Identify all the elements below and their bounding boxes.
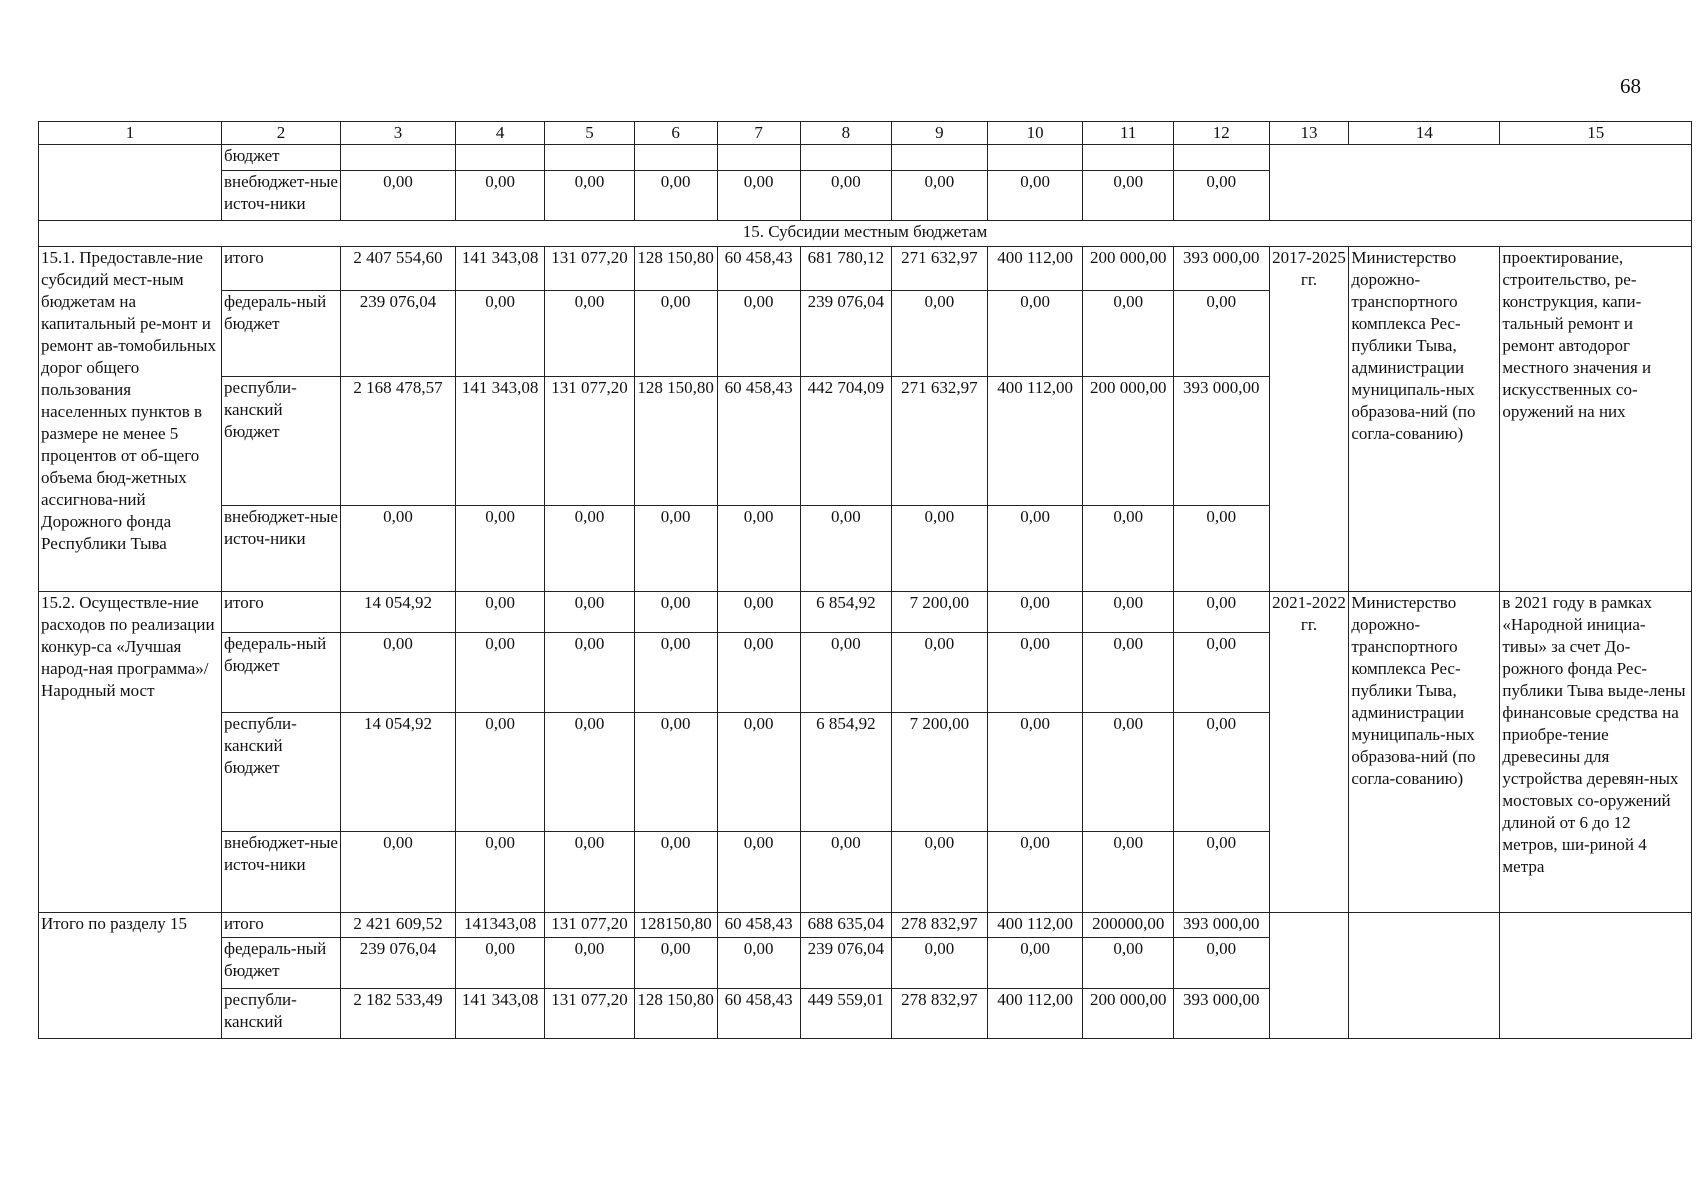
value-cell: 0,00 <box>717 713 800 832</box>
value-cell: 0,00 <box>455 713 544 832</box>
value-cell: 0,00 <box>800 832 891 912</box>
funding-source-cell: республи-канский <box>221 988 340 1038</box>
table-cell <box>987 145 1083 171</box>
value-cell: 0,00 <box>717 290 800 376</box>
executor-cell: Министерство дорожно-транспортного комплекса Рес-публики Тыва, администрации муниципаль-ных образова-ний (по согла-сованию) <box>1349 246 1500 591</box>
value-cell: 0,00 <box>545 591 634 632</box>
value-cell: 0,00 <box>987 713 1083 832</box>
header-cell: 6 <box>634 122 717 145</box>
value-cell: 278 832,97 <box>892 912 988 938</box>
value-cell: 0,00 <box>341 632 456 712</box>
funding-source-cell: республи-канский бюджет <box>221 713 340 832</box>
value-cell: 0,00 <box>455 832 544 912</box>
table-cell <box>545 145 634 171</box>
value-cell: 60 458,43 <box>717 912 800 938</box>
value-cell: 131 077,20 <box>545 988 634 1038</box>
table-row <box>39 591 1692 632</box>
value-cell: 239 076,04 <box>341 290 456 376</box>
table-cell <box>634 145 717 171</box>
value-cell: 393 000,00 <box>1173 912 1269 938</box>
value-cell: 200 000,00 <box>1083 246 1173 290</box>
value-cell: 0,00 <box>545 505 634 591</box>
value-cell: 141343,08 <box>455 912 544 938</box>
value-cell: 0,00 <box>1083 591 1173 632</box>
value-cell: 0,00 <box>1083 713 1173 832</box>
header-cell: 8 <box>800 122 891 145</box>
value-cell: 0,00 <box>892 170 988 220</box>
value-cell: 0,00 <box>717 505 800 591</box>
measure-name-cell: 15.1. Предоставле-ние субсидий мест-ным бюджетам на капитальный ре-монт и ремонт ав-томобильных дорог общего пользования населенных пунктов в размере не менее 5 процентов от об-щего объема бюд-жетных ассигнова-ний Дорожного фонда Республики Тыва <box>39 246 222 591</box>
value-cell: 442 704,09 <box>800 377 891 506</box>
value-cell: 0,00 <box>1173 591 1269 632</box>
value-cell: 271 632,97 <box>892 246 988 290</box>
value-cell: 239 076,04 <box>800 938 891 988</box>
value-cell: 0,00 <box>455 591 544 632</box>
value-cell: 200000,00 <box>1083 912 1173 938</box>
value-cell: 400 112,00 <box>987 912 1083 938</box>
value-cell: 60 458,43 <box>717 988 800 1038</box>
value-cell: 393 000,00 <box>1173 246 1269 290</box>
value-cell: 0,00 <box>341 170 456 220</box>
value-cell: 0,00 <box>892 832 988 912</box>
value-cell: 0,00 <box>545 713 634 832</box>
value-cell: 2 421 609,52 <box>341 912 456 938</box>
total-row <box>39 912 1692 938</box>
table-cell <box>1269 145 1691 221</box>
value-cell: 278 832,97 <box>892 988 988 1038</box>
value-cell: 131 077,20 <box>545 912 634 938</box>
value-cell: 0,00 <box>634 290 717 376</box>
header-cell: 2 <box>221 122 340 145</box>
table-cell <box>1083 145 1173 171</box>
value-cell: 0,00 <box>987 290 1083 376</box>
header-row <box>39 122 1692 145</box>
value-cell: 0,00 <box>634 632 717 712</box>
value-cell: 0,00 <box>987 505 1083 591</box>
funding-source-cell: бюджет <box>221 145 340 171</box>
value-cell: 0,00 <box>987 170 1083 220</box>
header-cell: 9 <box>892 122 988 145</box>
value-cell: 0,00 <box>1083 938 1173 988</box>
table-cell <box>800 145 891 171</box>
value-cell: 128150,80 <box>634 912 717 938</box>
result-cell: в 2021 году в рамках «Народной инициа-тивы» за счет До-рожного фонда Рес-публики Тыва выде-лены финансовые средства на приобре-тение древесины для устройства деревян-ных мостовых со-оружений длиной от 6 до 12 метров, ши-риной 4 метра <box>1500 591 1692 912</box>
value-cell: 0,00 <box>717 591 800 632</box>
value-cell: 449 559,01 <box>800 988 891 1038</box>
value-cell: 0,00 <box>455 170 544 220</box>
value-cell: 0,00 <box>892 290 988 376</box>
table-cell <box>717 145 800 171</box>
value-cell: 0,00 <box>987 632 1083 712</box>
funding-source-cell: итого <box>221 246 340 290</box>
value-cell: 14 054,92 <box>341 713 456 832</box>
funding-source-cell: итого <box>221 912 340 938</box>
value-cell: 0,00 <box>717 938 800 988</box>
value-cell: 0,00 <box>800 170 891 220</box>
table-cell <box>892 145 988 171</box>
executor-cell: Министерство дорожно-транспортного комплекса Рес-публики Тыва, администрации муниципаль-ных образова-ний (по согла-сованию) <box>1349 591 1500 912</box>
table-cell <box>1500 912 1692 1038</box>
value-cell: 0,00 <box>1173 290 1269 376</box>
value-cell: 0,00 <box>545 832 634 912</box>
value-cell: 131 077,20 <box>545 377 634 506</box>
value-cell: 0,00 <box>717 632 800 712</box>
value-cell: 400 112,00 <box>987 988 1083 1038</box>
value-cell: 0,00 <box>800 505 891 591</box>
value-cell: 141 343,08 <box>455 988 544 1038</box>
value-cell: 0,00 <box>634 170 717 220</box>
table-cell <box>1269 912 1349 1038</box>
value-cell: 0,00 <box>1173 505 1269 591</box>
value-cell: 0,00 <box>717 832 800 912</box>
value-cell: 239 076,04 <box>800 290 891 376</box>
value-cell: 400 112,00 <box>987 246 1083 290</box>
period-cell: 2021-2022 гг. <box>1269 591 1349 912</box>
value-cell: 141 343,08 <box>455 377 544 506</box>
header-cell: 12 <box>1173 122 1269 145</box>
value-cell: 0,00 <box>1173 938 1269 988</box>
value-cell: 688 635,04 <box>800 912 891 938</box>
value-cell: 60 458,43 <box>717 246 800 290</box>
table-cell <box>39 145 222 221</box>
header-cell: 1 <box>39 122 222 145</box>
budget-table <box>38 121 1692 1039</box>
funding-source-cell: федераль-ный бюджет <box>221 938 340 988</box>
value-cell: 400 112,00 <box>987 377 1083 506</box>
value-cell: 0,00 <box>1173 713 1269 832</box>
value-cell: 393 000,00 <box>1173 988 1269 1038</box>
funding-source-cell: внебюджет-ные источ-ники <box>221 505 340 591</box>
value-cell: 0,00 <box>545 632 634 712</box>
value-cell: 131 077,20 <box>545 246 634 290</box>
value-cell: 2 182 533,49 <box>341 988 456 1038</box>
value-cell: 0,00 <box>1173 170 1269 220</box>
result-cell: проектирование, строительство, ре-конструкция, капи-тальный ремонт и ремонт автодорог местного значения и искусственных со-оружений на них <box>1500 246 1692 591</box>
value-cell: 0,00 <box>341 505 456 591</box>
value-cell: 7 200,00 <box>892 591 988 632</box>
value-cell: 0,00 <box>634 505 717 591</box>
header-cell: 11 <box>1083 122 1173 145</box>
value-cell: 0,00 <box>892 505 988 591</box>
value-cell: 0,00 <box>634 591 717 632</box>
value-cell: 0,00 <box>1083 505 1173 591</box>
measure-name-cell: 15.2. Осуществле-ние расходов по реализации конкур-са «Лучшая народ-ная программа»/ Народный мост <box>39 591 222 912</box>
header-cell: 13 <box>1269 122 1349 145</box>
table-cell <box>455 145 544 171</box>
value-cell: 0,00 <box>892 938 988 988</box>
header-cell: 3 <box>341 122 456 145</box>
table-cell <box>1173 145 1269 171</box>
value-cell: 60 458,43 <box>717 377 800 506</box>
header-cell: 10 <box>987 122 1083 145</box>
value-cell: 0,00 <box>892 632 988 712</box>
funding-source-cell: федераль-ный бюджет <box>221 290 340 376</box>
value-cell: 0,00 <box>800 632 891 712</box>
value-cell: 6 854,92 <box>800 591 891 632</box>
value-cell: 0,00 <box>455 632 544 712</box>
funding-source-cell: внебюджет-ные источ-ники <box>221 832 340 912</box>
funding-source-cell: республи-канский бюджет <box>221 377 340 506</box>
funding-source-cell: итого <box>221 591 340 632</box>
table-cell <box>1349 912 1500 1038</box>
value-cell: 0,00 <box>455 290 544 376</box>
value-cell: 0,00 <box>341 832 456 912</box>
header-cell: 14 <box>1349 122 1500 145</box>
section-title: 15. Субсидии местным бюджетам <box>39 220 1692 246</box>
value-cell: 0,00 <box>634 832 717 912</box>
value-cell: 0,00 <box>634 938 717 988</box>
funding-source-cell: внебюджет-ные источ-ники <box>221 170 340 220</box>
value-cell: 0,00 <box>717 170 800 220</box>
table-row <box>39 246 1692 290</box>
value-cell: 0,00 <box>1083 832 1173 912</box>
value-cell: 393 000,00 <box>1173 377 1269 506</box>
value-cell: 2 407 554,60 <box>341 246 456 290</box>
value-cell: 14 054,92 <box>341 591 456 632</box>
value-cell: 681 780,12 <box>800 246 891 290</box>
value-cell: 0,00 <box>1083 170 1173 220</box>
value-cell: 0,00 <box>545 290 634 376</box>
value-cell: 6 854,92 <box>800 713 891 832</box>
table-cell <box>341 145 456 171</box>
header-cell: 7 <box>717 122 800 145</box>
value-cell: 0,00 <box>987 832 1083 912</box>
value-cell: 0,00 <box>1173 832 1269 912</box>
value-cell: 0,00 <box>634 713 717 832</box>
section-total-label: Итого по разделу 15 <box>39 912 222 1038</box>
value-cell: 7 200,00 <box>892 713 988 832</box>
value-cell: 200 000,00 <box>1083 377 1173 506</box>
value-cell: 0,00 <box>455 938 544 988</box>
page-number: 68 <box>1620 74 1641 98</box>
funding-source-cell: федераль-ный бюджет <box>221 632 340 712</box>
value-cell: 200 000,00 <box>1083 988 1173 1038</box>
value-cell: 128 150,80 <box>634 988 717 1038</box>
continuation-budget-row <box>39 145 1692 171</box>
value-cell: 271 632,97 <box>892 377 988 506</box>
header-cell: 4 <box>455 122 544 145</box>
value-cell: 0,00 <box>455 505 544 591</box>
value-cell: 0,00 <box>545 170 634 220</box>
period-cell: 2017-2025 гг. <box>1269 246 1349 591</box>
value-cell: 0,00 <box>545 938 634 988</box>
header-cell: 5 <box>545 122 634 145</box>
header-cell: 15 <box>1500 122 1692 145</box>
section-title-row <box>39 220 1692 246</box>
value-cell: 0,00 <box>1083 290 1173 376</box>
value-cell: 0,00 <box>987 938 1083 988</box>
value-cell: 239 076,04 <box>341 938 456 988</box>
value-cell: 128 150,80 <box>634 246 717 290</box>
value-cell: 0,00 <box>1083 632 1173 712</box>
value-cell: 0,00 <box>1173 632 1269 712</box>
value-cell: 141 343,08 <box>455 246 544 290</box>
value-cell: 128 150,80 <box>634 377 717 506</box>
value-cell: 0,00 <box>987 591 1083 632</box>
value-cell: 2 168 478,57 <box>341 377 456 506</box>
